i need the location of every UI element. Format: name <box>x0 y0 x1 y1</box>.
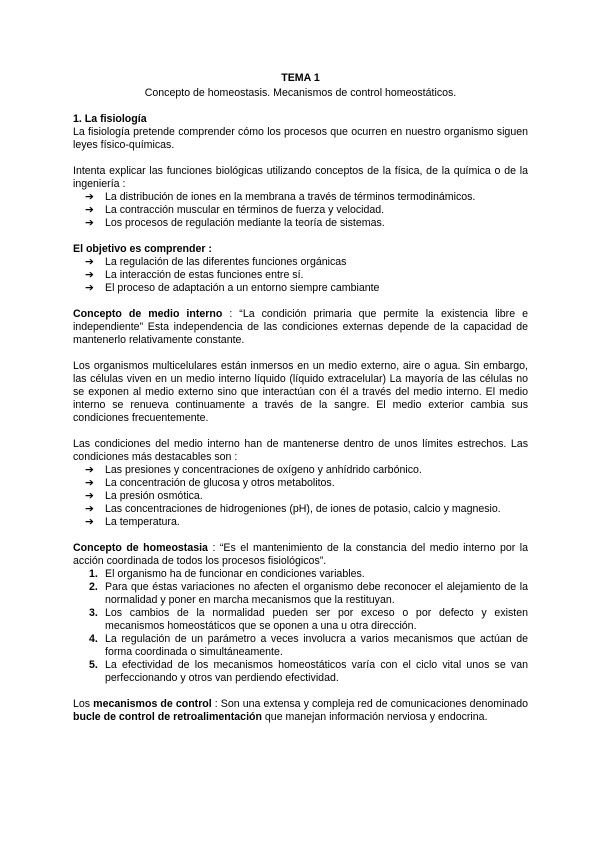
arrow-icon: ➔ <box>85 256 94 268</box>
list-item: ➔ La contracción muscular en términos de fuerza y velocidad. <box>85 204 385 216</box>
list-item: ➔ Las concentraciones de hidrogeniones (pH), de iones de potasio, calcio y magnesio. <box>85 503 501 515</box>
list-item: ➔ La presión osmótica. <box>85 490 203 502</box>
condiciones-list <box>73 464 528 529</box>
list-item: ➔ La interacción de estas funciones entre sí. <box>85 269 304 281</box>
term-mecanismos-control: mecanismos de control <box>93 698 212 710</box>
arrow-icon: ➔ <box>85 282 94 294</box>
paragraph-homeostasia: Concepto de homeostasia : “Es el mantenimiento de la constancia del medio interno por la acción coordinada de todos los procesos fisiológicos”. <box>73 542 528 567</box>
paragraph-medio-interno: Concepto de medio interno : “La condición primaria que permite la existencia libre e independiente” Esta independencia de las condiciones externas depende de la capacidad de mantenerlo relativamente constante. <box>73 308 528 346</box>
objetivo-list <box>73 256 528 295</box>
term-homeostasia: Concepto de homeostasia <box>73 542 208 554</box>
document-content <box>73 72 528 724</box>
page-subtitle: Concepto de homeostasis. Mecanismos de control homeostáticos. <box>144 87 457 99</box>
homeostasia-list <box>73 568 528 685</box>
paragraph-fisiologia-1: La fisiología pretende comprender cómo los procesos que ocurren en nuestro organismo siguen leyes físico-químicas. <box>73 126 528 151</box>
arrow-icon: ➔ <box>85 477 94 489</box>
arrow-icon: ➔ <box>85 516 94 528</box>
list-item: 5. La efectividad de los mecanismos homeostáticos varía con el ciclo vital unos se van perfeccionando y otros van perdiendo efectividad. <box>89 659 528 684</box>
fisiologia-list <box>73 191 528 230</box>
list-item: ➔ Los procesos de regulación mediante la teoría de sistemas. <box>85 217 385 229</box>
arrow-icon: ➔ <box>85 464 94 476</box>
paragraph-mecanismos: Los mecanismos de control : Son una extensa y compleja red de comunicaciones denominado bucle de control de retroalimentación que manejan información nerviosa y endocrina. <box>73 698 528 723</box>
term-medio-interno: Concepto de medio interno <box>73 308 223 320</box>
section-heading-fisiologia: 1. La fisiología <box>73 113 147 125</box>
list-item: ➔ La distribución de iones en la membrana a través de términos termodinámicos. <box>85 191 476 203</box>
arrow-icon: ➔ <box>85 204 94 216</box>
list-item: 1. El organismo ha de funcionar en condiciones variables. <box>89 568 365 580</box>
list-item: 4. La regulación de un parámetro a veces involucra a varios mecanismos que actúan de forma coordinada o simultáneamente. <box>89 633 528 658</box>
list-item: ➔ La concentración de glucosa y otros metabolitos. <box>85 477 335 489</box>
list-item: ➔ La regulación de las diferentes funciones orgánicas <box>85 256 347 268</box>
arrow-icon: ➔ <box>85 191 94 203</box>
section-heading-objetivo: El objetivo es comprender : <box>73 243 212 255</box>
paragraph-fisiologia-2: Intenta explicar las funciones biológicas utilizando conceptos de la física, de la química o de la ingeniería : <box>73 165 528 190</box>
term-bucle-control: bucle de control de retroalimentación <box>73 711 262 723</box>
paragraph-organismos: Los organismos multicelulares están inmersos en un medio externo, aire o agua. Sin embargo, las células viven en un medio interno líquido (líquido extracelular) La mayoría de las células no se exponen al medio externo sino que interactúan con él a través del medio interno. El medio interno se renueva continuamente a través de la sangre. El medio exterior cambia sus condiciones frecuentemente. <box>73 360 528 424</box>
arrow-icon: ➔ <box>85 217 94 229</box>
paragraph-condiciones: Las condiciones del medio interno han de mantenerse dentro de unos límites estrechos. Las condiciones más destacables son : <box>73 438 528 463</box>
list-item: ➔ Las presiones y concentraciones de oxígeno y anhídrido carbónico. <box>85 464 422 476</box>
arrow-icon: ➔ <box>85 269 94 281</box>
list-item: 3. Los cambios de la normalidad pueden ser por exceso o por defecto y existen mecanismos homeostáticos que se oponen a una u otra dirección. <box>89 607 528 632</box>
list-item: 2. Para que éstas variaciones no afecten el organismo debe reconocer el alejamiento de la normalidad y poner en marcha mecanismos que la restituyan. <box>89 581 528 606</box>
arrow-icon: ➔ <box>85 503 94 515</box>
arrow-icon: ➔ <box>85 490 94 502</box>
list-item: ➔ El proceso de adaptación a un entorno siempre cambiante <box>85 282 380 294</box>
page-title: TEMA 1 <box>281 72 320 84</box>
list-item: ➔ La temperatura. <box>85 516 180 528</box>
